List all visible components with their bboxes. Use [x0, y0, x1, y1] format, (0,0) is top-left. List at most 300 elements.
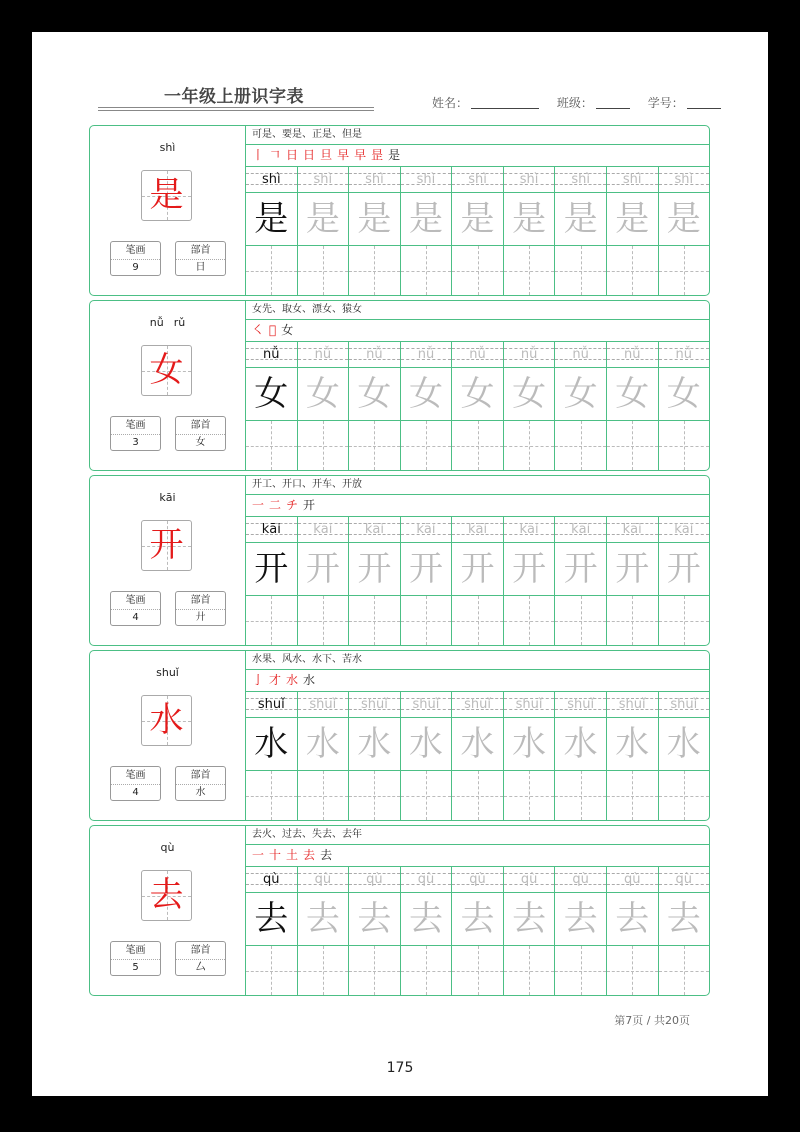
practice-column — [400, 342, 452, 470]
practice-column — [503, 517, 555, 645]
stroke-step: 早 — [337, 148, 353, 162]
model-character: 水 — [246, 718, 297, 771]
trace-character: 水 — [504, 718, 555, 771]
writing-cell[interactable] — [504, 596, 555, 645]
practice-column — [606, 167, 658, 295]
grid-pinyin: kāi — [364, 522, 384, 537]
practice-column — [554, 342, 606, 470]
grid-pinyin: qù — [572, 872, 589, 887]
stroke-count-box — [110, 416, 161, 451]
model-character: 开 — [246, 543, 297, 596]
radical-box — [175, 591, 226, 626]
writing-cell[interactable] — [349, 771, 400, 820]
pinyin-cell — [504, 167, 555, 193]
writing-cell[interactable] — [349, 596, 400, 645]
trace-character: 女 — [401, 368, 452, 421]
writing-cell[interactable] — [246, 421, 297, 470]
grid-pinyin: nǚ — [520, 347, 538, 362]
stroke-step: 一 — [252, 848, 268, 862]
writing-cell[interactable] — [504, 246, 555, 295]
practice-column — [658, 342, 710, 470]
writing-cell[interactable] — [659, 421, 710, 470]
practice-column — [400, 167, 452, 295]
trace-character: 水 — [555, 718, 606, 771]
stroke-step: 水 — [303, 673, 319, 687]
practice-column — [297, 867, 349, 995]
practice-column — [297, 692, 349, 820]
stroke-step: 日 — [303, 148, 319, 162]
page-number: 175 — [386, 1060, 414, 1076]
practice-grid — [246, 692, 709, 820]
writing-cell[interactable] — [555, 946, 606, 995]
stroke-count-value: 4 — [132, 787, 139, 798]
stroke-step: 亅 — [252, 673, 268, 687]
stroke-step: チ — [286, 498, 302, 512]
writing-cell[interactable] — [452, 771, 503, 820]
trace-character: 女 — [349, 368, 400, 421]
trace-character: 去 — [659, 893, 710, 946]
trace-character: 去 — [555, 893, 606, 946]
grid-pinyin: shuǐ — [360, 697, 388, 712]
model-character: 是 — [246, 193, 297, 246]
pinyin-cell — [452, 167, 503, 193]
pinyin-reading: shuǐ — [156, 666, 179, 679]
writing-cell[interactable] — [504, 421, 555, 470]
stroke-step: 去 — [303, 848, 319, 862]
main-character: 是 — [149, 175, 184, 215]
trace-character: 是 — [452, 193, 503, 246]
stroke-step: 女 — [281, 323, 297, 337]
pinyin-reading: rǔ — [173, 316, 186, 329]
practice-column — [297, 517, 349, 645]
stroke-count-box — [110, 766, 161, 801]
title-underline — [98, 107, 374, 108]
practice-column — [400, 517, 452, 645]
stroke-step: 𠃍 — [269, 148, 285, 162]
practice-column — [554, 517, 606, 645]
practice-column — [348, 692, 400, 820]
pinyin-cell — [504, 867, 555, 893]
practice-column — [658, 517, 710, 645]
practice-column — [451, 692, 503, 820]
stroke-count-value: 4 — [132, 612, 139, 623]
pinyin-cell — [659, 342, 710, 368]
practice-grid-panel — [246, 476, 709, 645]
trace-character: 女 — [555, 368, 606, 421]
model-character: 女 — [246, 368, 297, 421]
trace-character: 是 — [659, 193, 710, 246]
pinyin-cell — [298, 342, 349, 368]
student-id-field[interactable] — [687, 108, 721, 109]
character-info-panel — [90, 476, 246, 645]
grid-pinyin: kāi — [674, 522, 694, 537]
pinyin-cell — [298, 517, 349, 543]
stroke-step: 丨 — [252, 148, 268, 162]
grid-pinyin: shuǐ — [464, 697, 491, 712]
practice-column — [246, 867, 297, 995]
grid-pinyin: kāi — [261, 522, 281, 537]
stroke-count-value: 5 — [132, 962, 139, 973]
writing-cell[interactable] — [401, 246, 452, 295]
grid-pinyin: shuǐ — [412, 697, 440, 712]
practice-grid-panel — [246, 126, 709, 295]
main-character: 去 — [149, 875, 184, 915]
pinyin-cell — [349, 517, 400, 543]
character-card — [89, 650, 710, 821]
practice-column — [554, 867, 606, 995]
practice-column — [451, 167, 503, 295]
main-character: 水 — [149, 700, 184, 740]
pinyin-cell — [555, 692, 606, 718]
practice-column — [246, 167, 297, 295]
stroke-step: 旦 — [320, 148, 336, 162]
example-words: 可是、要是、正是、但是 — [246, 126, 709, 145]
practice-column — [606, 692, 658, 820]
stroke-count-box — [110, 241, 161, 276]
radical-label: 部首 — [176, 242, 225, 260]
pinyin-cell — [452, 517, 503, 543]
practice-column — [348, 342, 400, 470]
pinyin-cell — [349, 167, 400, 193]
practice-column — [503, 342, 555, 470]
writing-cell[interactable] — [659, 246, 710, 295]
grid-pinyin: kāi — [313, 522, 333, 537]
pinyin-header — [90, 841, 245, 854]
trace-character: 开 — [298, 543, 349, 596]
grid-pinyin: qù — [623, 872, 641, 887]
pinyin-cell — [555, 167, 606, 193]
stroke-count-label: 笔画 — [111, 242, 160, 260]
character-box — [141, 520, 192, 571]
stroke-step: 开 — [303, 498, 319, 512]
writing-cell[interactable] — [659, 946, 710, 995]
writing-cell[interactable] — [246, 246, 297, 295]
id-label: 学号： — [647, 96, 684, 110]
pinyin-cell — [452, 692, 503, 718]
stroke-step: 土 — [286, 848, 302, 862]
writing-cell[interactable] — [298, 946, 349, 995]
writing-cell[interactable] — [298, 246, 349, 295]
radical-value: 廾 — [195, 612, 206, 623]
stroke-step: 水 — [286, 673, 302, 687]
grid-pinyin: kāi — [467, 522, 488, 537]
trace-character: 开 — [555, 543, 606, 596]
stroke-order — [246, 145, 709, 167]
writing-cell[interactable] — [607, 596, 658, 645]
pinyin-reading: kāi — [159, 491, 176, 504]
example-words: 开工、开口、开车、开放 — [246, 476, 709, 495]
name-label: 姓名： — [432, 96, 469, 110]
writing-cell[interactable] — [452, 421, 503, 470]
pinyin-cell — [298, 167, 349, 193]
stroke-count-box — [110, 591, 161, 626]
writing-cell[interactable] — [401, 421, 452, 470]
grid-pinyin: qù — [263, 872, 280, 887]
pinyin-cell — [607, 692, 658, 718]
grid-pinyin: nǚ — [469, 347, 486, 362]
practice-grid-panel — [246, 301, 709, 470]
grid-pinyin: shì — [622, 172, 642, 187]
example-words: 水果、风水、水下、苦水 — [246, 651, 709, 670]
grid-pinyin: qù — [417, 872, 435, 887]
practice-column — [348, 517, 400, 645]
grid-pinyin: nǚ — [623, 347, 641, 362]
writing-cell[interactable] — [504, 946, 555, 995]
writing-cell[interactable] — [452, 246, 503, 295]
practice-grid-panel — [246, 826, 709, 995]
trace-character: 是 — [298, 193, 349, 246]
stroke-count-label: 笔画 — [111, 767, 160, 785]
pinyin-cell — [349, 692, 400, 718]
writing-cell[interactable] — [452, 946, 503, 995]
writing-cell[interactable] — [298, 771, 349, 820]
grid-pinyin: shì — [519, 172, 539, 187]
practice-column — [297, 342, 349, 470]
pinyin-cell — [246, 867, 297, 893]
grid-pinyin: qù — [366, 872, 383, 887]
radical-box — [175, 941, 226, 976]
trace-character: 去 — [298, 893, 349, 946]
pinyin-cell — [298, 692, 349, 718]
trace-character: 水 — [659, 718, 710, 771]
pinyin-cell — [298, 867, 349, 893]
writing-cell[interactable] — [607, 246, 658, 295]
stroke-count-value: 3 — [132, 437, 139, 448]
page-title: 一年级上册识字表 — [164, 87, 304, 107]
pinyin-cell — [349, 342, 400, 368]
radical-label: 部首 — [176, 417, 225, 435]
stroke-step: 昰 — [371, 148, 387, 162]
writing-cell[interactable] — [659, 596, 710, 645]
practice-column — [246, 342, 297, 470]
pinyin-cell — [401, 692, 452, 718]
grid-pinyin: shuǐ — [257, 697, 285, 712]
practice-column — [246, 692, 297, 820]
grid-pinyin: qù — [469, 872, 486, 887]
writing-cell[interactable] — [401, 946, 452, 995]
stroke-count-label: 笔画 — [111, 592, 160, 610]
pinyin-cell — [555, 517, 606, 543]
pinyin-cell — [555, 342, 606, 368]
practice-grid — [246, 167, 709, 295]
practice-column — [348, 867, 400, 995]
practice-column — [606, 342, 658, 470]
example-words: 女先、取女、漂女、猿女 — [246, 301, 709, 320]
character-box — [141, 695, 192, 746]
trace-character: 女 — [607, 368, 658, 421]
title-underline-2 — [98, 110, 374, 111]
practice-column — [246, 517, 297, 645]
practice-column — [451, 517, 503, 645]
writing-cell[interactable] — [246, 596, 297, 645]
pinyin-cell — [349, 867, 400, 893]
example-words: 去火、过去、失去、去年 — [246, 826, 709, 845]
stroke-step: 去 — [320, 848, 336, 862]
grid-pinyin: nǚ — [366, 347, 383, 362]
practice-column — [297, 167, 349, 295]
character-box — [141, 870, 192, 921]
trace-character: 是 — [401, 193, 452, 246]
stroke-order — [246, 845, 709, 867]
practice-column — [400, 867, 452, 995]
writing-cell[interactable] — [246, 771, 297, 820]
character-card — [89, 825, 710, 996]
trace-character: 水 — [452, 718, 503, 771]
stroke-count-box — [110, 941, 161, 976]
practice-column — [400, 692, 452, 820]
writing-cell[interactable] — [298, 421, 349, 470]
writing-cell[interactable] — [401, 771, 452, 820]
trace-character: 是 — [349, 193, 400, 246]
character-info-panel — [90, 301, 246, 470]
practice-column — [658, 692, 710, 820]
radical-box — [175, 241, 226, 276]
class-label: 班级： — [556, 96, 593, 110]
pinyin-cell — [659, 517, 710, 543]
practice-grid — [246, 517, 709, 645]
radical-value: 女 — [195, 437, 206, 448]
character-info-panel — [90, 826, 246, 995]
pinyin-reading: nǚ — [149, 316, 164, 329]
pinyin-cell — [607, 867, 658, 893]
stroke-step: 早 — [354, 148, 370, 162]
main-character: 开 — [149, 525, 184, 565]
writing-cell[interactable] — [607, 946, 658, 995]
pinyin-cell — [555, 867, 606, 893]
grid-pinyin: shì — [468, 172, 487, 187]
writing-cell[interactable] — [555, 771, 606, 820]
practice-column — [554, 167, 606, 295]
grid-pinyin: qù — [675, 872, 693, 887]
character-info-panel — [90, 126, 246, 295]
practice-grid-panel — [246, 651, 709, 820]
pinyin-cell — [401, 867, 452, 893]
page-indicator: 第7页 / 共20页 — [614, 1014, 690, 1027]
grid-pinyin: kāi — [416, 522, 436, 537]
character-info-panel — [90, 651, 246, 820]
character-box — [141, 345, 192, 396]
practice-column — [658, 167, 710, 295]
writing-cell[interactable] — [298, 596, 349, 645]
writing-cell[interactable] — [349, 421, 400, 470]
character-card — [89, 300, 710, 471]
radical-label: 部首 — [176, 942, 225, 960]
grid-pinyin: shì — [571, 172, 590, 187]
pinyin-cell — [659, 692, 710, 718]
name-field[interactable] — [471, 108, 539, 109]
stroke-step: 𡚤 — [269, 323, 280, 337]
writing-cell[interactable] — [246, 946, 297, 995]
grid-pinyin: shuǐ — [515, 697, 543, 712]
trace-character: 开 — [349, 543, 400, 596]
pinyin-cell — [246, 167, 297, 193]
practice-column — [451, 342, 503, 470]
grid-pinyin: shuǐ — [670, 697, 698, 712]
grid-pinyin: shuǐ — [309, 697, 337, 712]
practice-column — [348, 167, 400, 295]
writing-cell[interactable] — [349, 246, 400, 295]
stroke-count-label: 笔画 — [111, 417, 160, 435]
writing-cell[interactable] — [349, 946, 400, 995]
grid-pinyin: qù — [314, 872, 332, 887]
worksheet-page — [32, 32, 768, 1096]
practice-column — [606, 517, 658, 645]
grid-pinyin: nǚ — [572, 347, 589, 362]
trace-character: 女 — [298, 368, 349, 421]
trace-character: 是 — [607, 193, 658, 246]
writing-cell[interactable] — [555, 421, 606, 470]
trace-character: 是 — [555, 193, 606, 246]
radical-box — [175, 766, 226, 801]
stroke-step: 一 — [252, 498, 268, 512]
grid-pinyin: nǚ — [675, 347, 693, 362]
trace-character: 去 — [504, 893, 555, 946]
pinyin-header — [90, 316, 245, 329]
pinyin-cell — [452, 342, 503, 368]
class-field[interactable] — [596, 108, 630, 109]
grid-pinyin: nǚ — [314, 347, 332, 362]
writing-cell[interactable] — [555, 246, 606, 295]
grid-pinyin: shì — [416, 172, 436, 187]
pinyin-cell — [246, 342, 297, 368]
trace-character: 水 — [607, 718, 658, 771]
writing-cell[interactable] — [607, 421, 658, 470]
pinyin-header — [90, 666, 245, 679]
writing-cell[interactable] — [401, 596, 452, 645]
stroke-count-label: 笔画 — [111, 942, 160, 960]
stroke-step: 日 — [286, 148, 302, 162]
trace-character: 女 — [452, 368, 503, 421]
stroke-count-value: 9 — [132, 262, 139, 273]
pinyin-reading: shì — [159, 141, 176, 154]
writing-cell[interactable] — [607, 771, 658, 820]
grid-pinyin: kāi — [571, 522, 591, 537]
writing-cell[interactable] — [555, 596, 606, 645]
writing-cell[interactable] — [504, 771, 555, 820]
writing-cell[interactable] — [452, 596, 503, 645]
pinyin-reading: qù — [160, 841, 175, 854]
radical-label: 部首 — [176, 767, 225, 785]
model-character: 去 — [246, 893, 297, 946]
pinyin-cell — [401, 167, 452, 193]
stroke-step: ㇛ — [252, 323, 268, 337]
pinyin-cell — [452, 867, 503, 893]
trace-character: 水 — [401, 718, 452, 771]
radical-value: 水 — [195, 787, 206, 798]
grid-pinyin: shì — [365, 172, 384, 187]
character-card — [89, 125, 710, 296]
writing-cell[interactable] — [659, 771, 710, 820]
pinyin-header — [90, 491, 245, 504]
trace-character: 开 — [607, 543, 658, 596]
student-fields — [432, 94, 721, 111]
grid-pinyin: shì — [313, 172, 333, 187]
practice-column — [451, 867, 503, 995]
pinyin-cell — [504, 517, 555, 543]
pinyin-cell — [504, 692, 555, 718]
stroke-step: 二 — [269, 498, 285, 512]
practice-column — [503, 867, 555, 995]
stroke-step: 十 — [269, 848, 285, 862]
radical-label: 部首 — [176, 592, 225, 610]
trace-character: 女 — [504, 368, 555, 421]
trace-character: 去 — [607, 893, 658, 946]
trace-character: 是 — [504, 193, 555, 246]
practice-column — [503, 692, 555, 820]
pinyin-cell — [659, 167, 710, 193]
stroke-step: 才 — [269, 673, 285, 687]
grid-pinyin: shì — [261, 172, 281, 187]
